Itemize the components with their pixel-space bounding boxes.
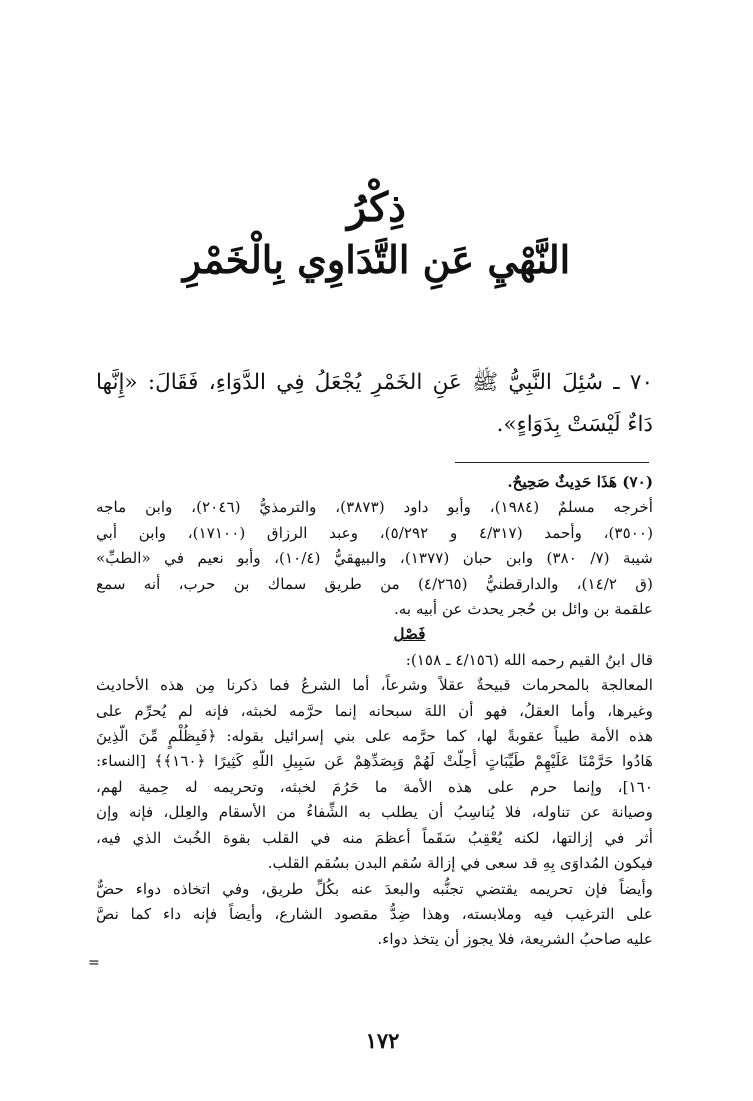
- footnote-line: (ق ١٤/٢)، والدارقطنيُّ (٤/٢٦٥) من طريق سماك بن حرب، أنه سمع: [96, 574, 653, 593]
- section-line: وصيانة عن تناوله، فلا يُناسِبُ أن يطلب به الشِّفاءُ من الأسقام والعِلل، فإنه وإن: [96, 803, 653, 822]
- section-line: المعالجة بالمحرمات قبيحةٌ عقلاً وشرعاً، أما الشرعُ فما ذكرنا مِن هذه الأحاديث: [96, 676, 653, 695]
- section-line: هذه الأمة طيباً عقوبةً لها، كما حرَّمه على بني إسرائيل بقوله: ﴿فَبِظُلْمٍ مِّنَ الَّذِينَ: [96, 727, 653, 746]
- hadith-line: ٧٠ ـ سُئِلَ النَّبِيُّ ﷺ عَنِ الخَمْرِ يُجْعَلُ فِي الدَّوَاءِ، فَقَالَ: «إِنَّها: [96, 370, 653, 395]
- section-line: على الترغيب فيه وملابسته، وهذا ضِدُّ مقصود الشارع، وأيضاً فإنه داء كما نصَّ: [96, 904, 653, 923]
- chapter-title-dhikr: ذِكْرُ: [347, 184, 406, 231]
- continuation-mark: =: [88, 955, 100, 971]
- footnote-block: [96, 470, 653, 953]
- footnote-line: شيبة (٧/ ٣٨٠) وابن حبان (١٣٧٧)، والبيهقيُّ (١٠/٤)، وأبو نعيم في «الطبِّ»: [96, 549, 653, 568]
- section-line: هَادُوا حَرَّمْنَا عَلَيْهِمْ طَيِّبَاتٍ أُحِلَّتْ لَهُمْ وَبِصَدِّهِمْ عَن سَبِيلِ اللَّهِ كَثِيرًا ﴿١٦٠﴾﴾ [النساء:: [96, 752, 653, 771]
- section-line: فيكون المُداوَى بِهِ قد سعى في إزالة سُقم البدن بسُقم القلب.: [267, 854, 653, 873]
- footnote-line: علقمة بن وائل بن حُجر يحدث عن أبيه به.: [393, 600, 653, 619]
- section-line: وغيرها، وأما العقلُ، فهو أن اللهَ سبحانه إنما حرَّمه لخبثه، فإنه لم يُحرِّم على: [96, 701, 653, 720]
- section-line: وأيضاً فإن تحريمه يقتضي تجنُّبه والبعدَ عنه بكُلِّ طريق، وفي اتخاذه دواء حضٌّ: [96, 879, 653, 898]
- hadith-line: دَاءٌ لَيْسَتْ بِدَوَاءٍ».: [496, 412, 653, 437]
- section-line: أثر في إزالتها، لكنه يُعْقِبُ سَقَماً أعظمَ منه في القلب بقوة الخُبث الذي فيه،: [96, 828, 653, 847]
- footnote-separator: [455, 462, 649, 463]
- footnote-line: (٣٥٠٠)، وأحمد (٤/٣١٧ و ٥/٢٩٢)، وعبد الرزاق (١٧١٠٠)، وابن أبي: [96, 523, 653, 542]
- section-line: ١٦٠]، وإنما حرم على هذه الأمة ما حَرُمَ لخبثه، وتحريمه له حِمية لهم،: [96, 777, 653, 796]
- hadith-text: [96, 362, 653, 446]
- section-title: فَصْل: [393, 625, 426, 644]
- page-number: ١٧٢: [365, 1028, 400, 1053]
- section-line: قال ابنُ القيم رحمه الله (٤/١٥٦ ـ ١٥٨):: [405, 650, 653, 669]
- footnote-heading: (٧٠) هَذَا حَدِيثٌ صَحِيحٌ.: [507, 473, 653, 491]
- footnote-line: أخرجه مسلمٌ (١٩٨٤)، وأبو داود (٣٨٧٣)، والترمذيُّ (٢٠٤٦)، وابن ماجه: [96, 498, 653, 517]
- chapter-title-subject: النَّهْيِ عَنِ التَّدَاوِي بِالْخَمْرِ: [182, 237, 571, 282]
- section-line: عليه صاحبُ الشريعة، فلا يجوز أن يتخذ دواء.: [377, 930, 653, 949]
